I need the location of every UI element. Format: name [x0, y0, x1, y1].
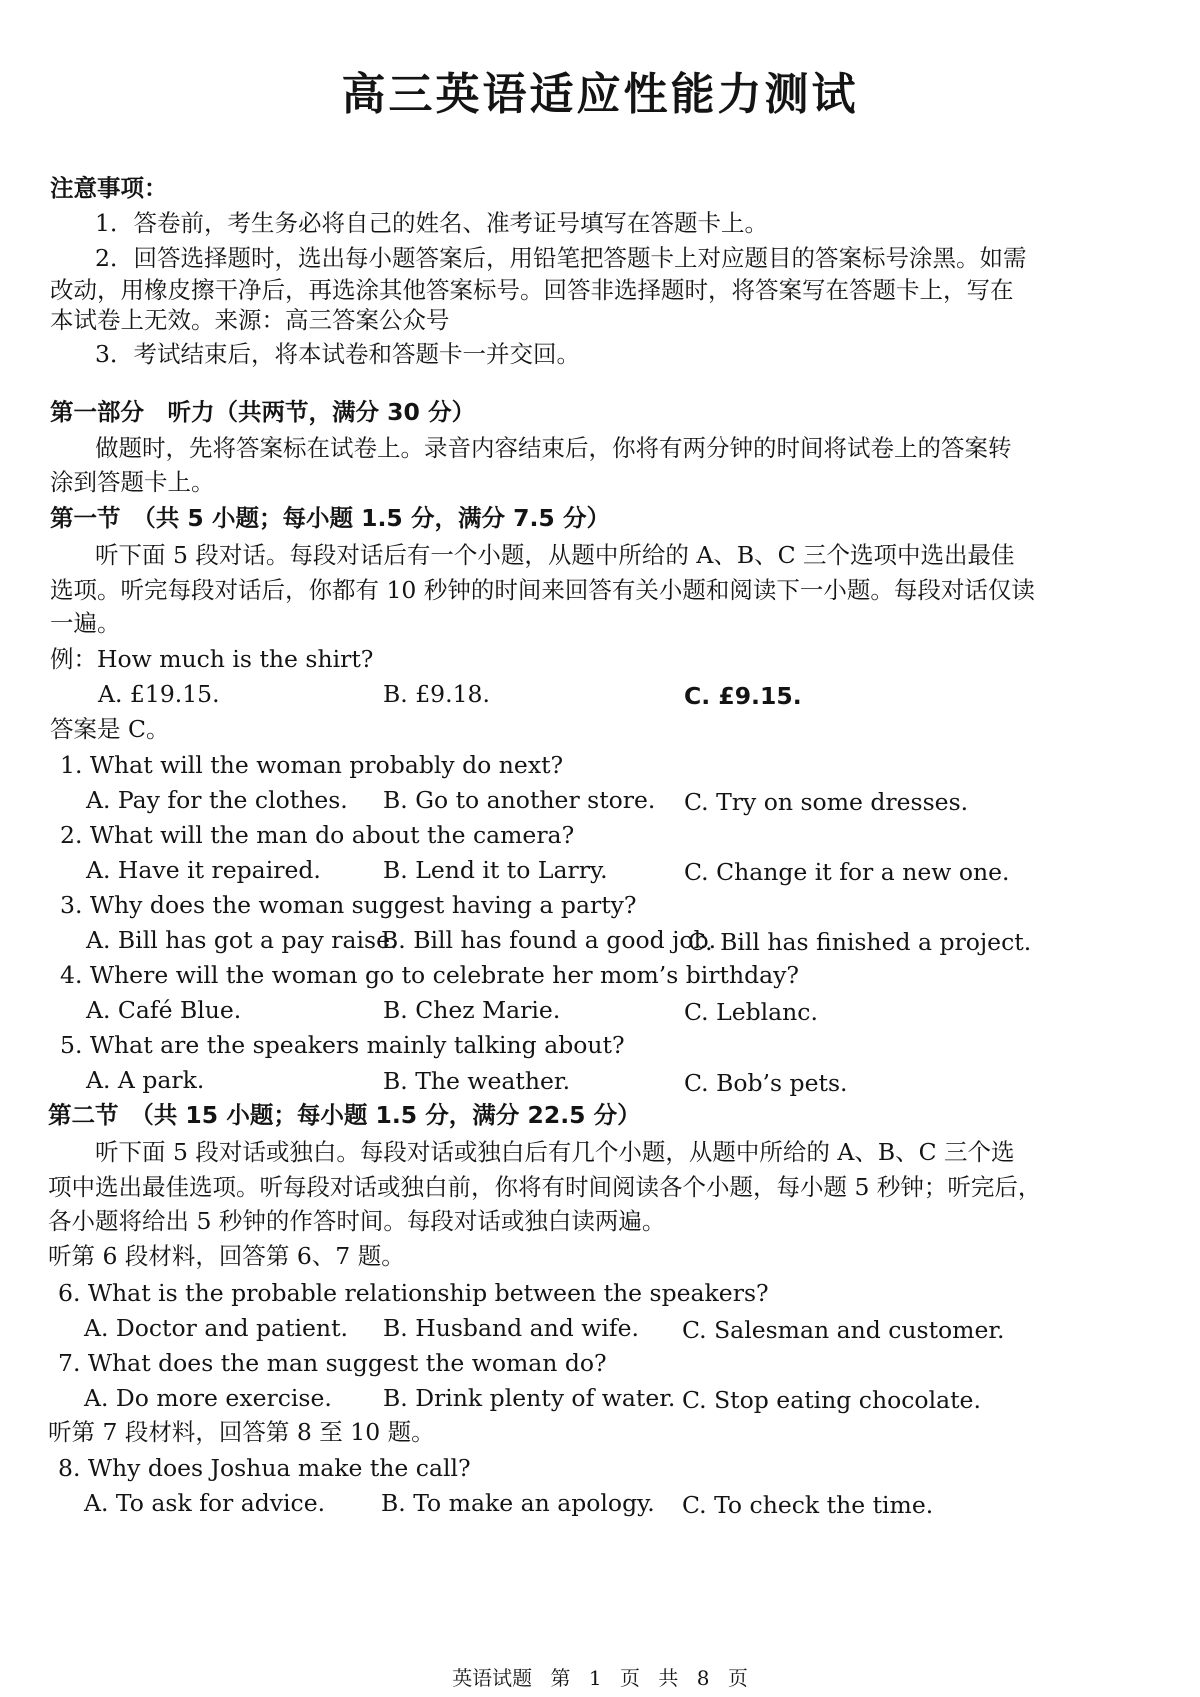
material-7-heading: 听第 7 段材料，回答第 8 至 10 题。	[48, 1418, 435, 1446]
example-answer: 答案是 C。	[50, 715, 170, 743]
question-2-option-c: C. Change it for a new one.	[684, 858, 1010, 886]
question-4-option-c: C. Leblanc.	[684, 998, 818, 1026]
question-8-option-a: A. To ask for advice.	[84, 1489, 326, 1517]
notice-item-1: 1．答卷前，考生务必将自己的姓名、准考证号填写在答题卡上。	[95, 209, 768, 237]
question-2-option-b: B. Lend it to Larry.	[383, 856, 608, 884]
question-2: 2. What will the man do about the camera?	[60, 821, 575, 849]
question-4: 4. Where will the woman go to celebrate her mom’s birthday?	[60, 961, 800, 989]
question-1-option-c: C. Try on some dresses.	[684, 788, 969, 816]
question-4-option-b: B. Chez Marie.	[383, 996, 561, 1024]
section2-heading: 第二节 （共 15 小题；每小题 1.5 分，满分 22.5 分）	[48, 1101, 641, 1129]
page-footer	[0, 1662, 1200, 1691]
example-option-a: A. £19.15.	[98, 680, 220, 708]
footer-di: 第	[550, 1666, 571, 1690]
notice-item-2-line-2: 改动，用橡皮擦干净后，再选涂其他答案标号。回答非选择题时，将答案写在答题卡上，写在	[50, 276, 1014, 304]
example-option-c: C. £9.15.	[684, 682, 802, 710]
part1-heading: 第一部分 听力（共两节，满分 30 分）	[50, 398, 476, 426]
section2-intro-line-2: 项中选出最佳选项。听每段对话或独白前，你将有时间阅读各个小题，每小题 5 秒钟；听完后，	[48, 1173, 1042, 1201]
part1-intro-line-1: 做题时，先将答案标在试卷上。录音内容结束后，你将有两分钟的时间将试卷上的答案转	[95, 434, 1012, 462]
question-4-option-a: A. Café Blue.	[86, 996, 242, 1024]
footer-ye: 页	[620, 1666, 640, 1690]
section1-heading: 第一节 （共 5 小题；每小题 1.5 分，满分 7.5 分）	[50, 504, 610, 532]
question-6: 6. What is the probable relationship between the speakers?	[58, 1279, 769, 1307]
footer-gong: 共	[658, 1666, 679, 1690]
question-7-option-b: B. Drink plenty of water.	[383, 1384, 676, 1412]
section1-intro-line-1: 听下面 5 段对话。每段对话后有一个小题，从题中所给的 A、B、C 三个选项中选出最佳	[95, 541, 1015, 569]
footer-total-pages: 8	[696, 1666, 710, 1690]
question-5-option-a: A. A park.	[86, 1066, 205, 1094]
question-5: 5. What are the speakers mainly talking about?	[60, 1031, 625, 1059]
notice-item-3: 3．考试结束后，将本试卷和答题卡一并交回。	[95, 340, 580, 368]
question-5-option-b: B. The weather.	[383, 1067, 571, 1095]
question-6-option-b: B. Husband and wife.	[383, 1314, 639, 1342]
question-8-option-c: C. To check the time.	[682, 1491, 934, 1519]
question-5-option-c: C. Bob’s pets.	[684, 1069, 848, 1097]
question-1-option-a: A. Pay for the clothes.	[86, 786, 348, 814]
question-7-option-c: C. Stop eating chocolate.	[682, 1386, 981, 1414]
question-1: 1. What will the woman probably do next?	[60, 751, 564, 779]
notice-heading: 注意事项：	[50, 174, 168, 202]
footer-subject: 英语试题	[452, 1666, 533, 1690]
question-8-option-b: B. To make an apology.	[381, 1489, 655, 1517]
footer-page-number: 1	[588, 1666, 602, 1690]
footer-ye-2: 页	[727, 1666, 748, 1690]
question-8: 8. Why does Joshua make the call?	[58, 1454, 471, 1482]
section2-intro-line-1: 听下面 5 段对话或独白。每段对话或独白后有几个小题，从题中所给的 A、B、C 三个选	[95, 1138, 1015, 1166]
page-title: 高三英语适应性能力测试	[341, 69, 859, 120]
section1-intro-line-3: 一遍。	[50, 609, 121, 637]
question-1-option-b: B. Go to another store.	[383, 786, 656, 814]
material-6-heading: 听第 6 段材料，回答第 6、7 题。	[48, 1242, 405, 1270]
example-question: 例：How much is the shirt?	[50, 645, 374, 673]
section2-intro-line-3: 各小题将给出 5 秒钟的作答时间。每段对话或独白读两遍。	[48, 1207, 666, 1235]
notice-item-2-line-1: 2．回答选择题时，选出每小题答案后，用铅笔把答题卡上对应题目的答案标号涂黑。如需	[95, 244, 1027, 272]
question-7-option-a: A. Do more exercise.	[84, 1384, 332, 1412]
section1-intro-line-2: 选项。听完每段对话后，你都有 10 秒钟的时间来回答有关小题和阅读下一小题。每段对话仅读	[50, 576, 1035, 604]
notice-item-2-line-3: 本试卷上无效。来源：高三答案公众号	[50, 306, 450, 334]
question-3-option-b: B. Bill has found a good job.	[381, 926, 717, 954]
question-6-option-a: A. Doctor and patient.	[84, 1314, 348, 1342]
part1-intro-line-2: 涂到答题卡上。	[50, 468, 215, 496]
question-3-option-c: C. Bill has finished a project.	[688, 928, 1032, 956]
question-6-option-c: C. Salesman and customer.	[682, 1316, 1005, 1344]
question-7: 7. What does the man suggest the woman do?	[58, 1349, 607, 1377]
question-3: 3. Why does the woman suggest having a party?	[60, 891, 637, 919]
example-option-b: B. £9.18.	[383, 680, 490, 708]
question-3-option-a: A. Bill has got a pay raise.	[86, 926, 398, 954]
question-2-option-a: A. Have it repaired.	[86, 856, 321, 884]
